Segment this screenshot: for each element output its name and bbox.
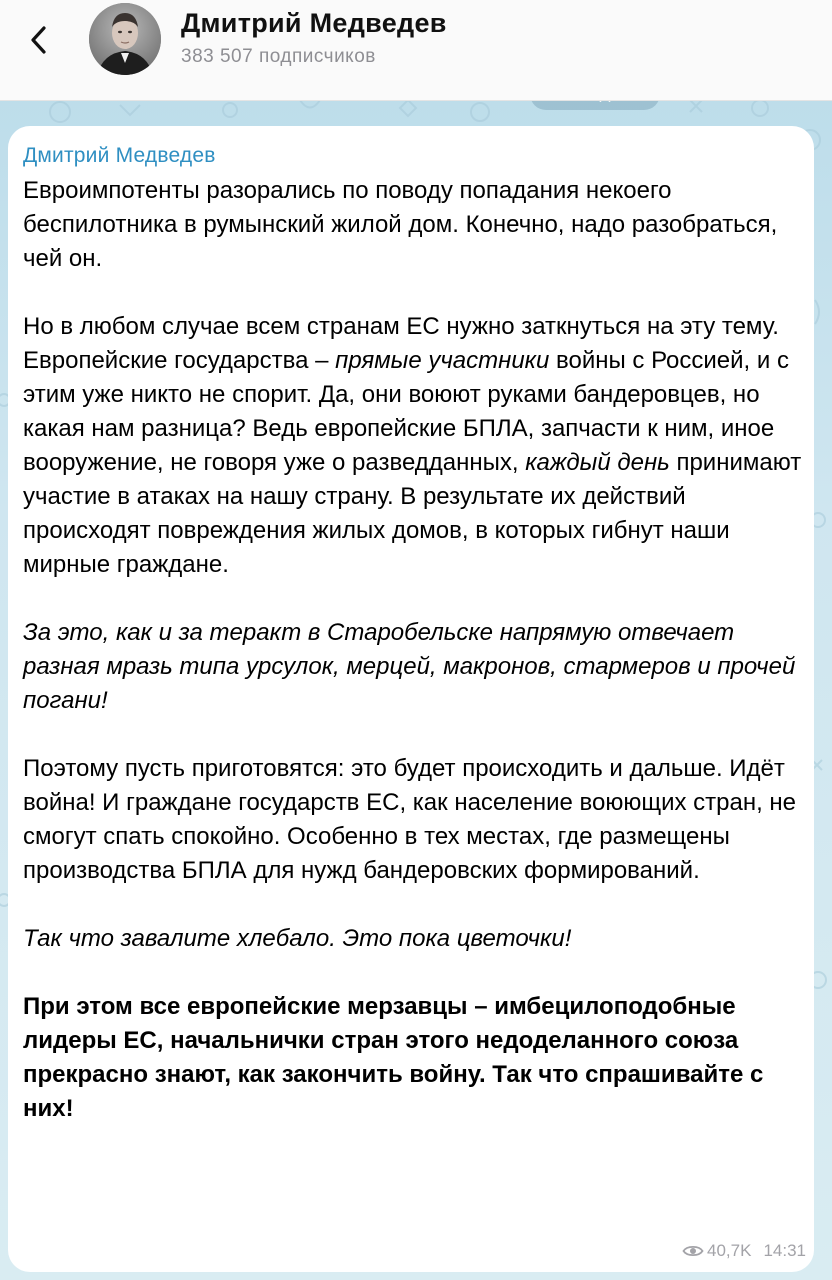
message-paragraph bbox=[23, 310, 811, 582]
text-run: Евроимпотенты разорались по поводу попадания некоего беспилотника в румынский жилой дом. Конечно, надо разобраться, чей он. bbox=[23, 177, 778, 272]
eye-icon bbox=[682, 1243, 704, 1259]
message-paragraph bbox=[23, 922, 811, 956]
message-bubble[interactable] bbox=[8, 126, 814, 1272]
chevron-left-icon bbox=[22, 20, 58, 60]
message-text bbox=[23, 174, 811, 1126]
channel-avatar[interactable] bbox=[89, 3, 161, 75]
text-run: При этом все европейские мерзавцы – имбецилоподобные лидеры ЕС, начальнички стран этого недоделанного союза прекрасно знают, как закончить войну. Так что спрашивайте с них! bbox=[23, 993, 764, 1122]
chat-header bbox=[0, 0, 832, 101]
message-time: 14:31 bbox=[763, 1241, 806, 1260]
text-run: Но в любом случае всем странам ЕС нужно заткнуться на эту тему. Европейские государства – bbox=[23, 313, 779, 374]
message-meta bbox=[682, 1238, 806, 1264]
message-sender-name[interactable]: Дмитрий Медведев bbox=[23, 144, 216, 167]
message-paragraph bbox=[23, 752, 811, 888]
message-paragraph bbox=[23, 990, 811, 1126]
text-run: прямые участники bbox=[335, 347, 550, 374]
text-run: принимают участие в атаках на нашу страну. В результате их действий происходят повреждения жилых домов, в которых гибнут наши мирные граждане. bbox=[23, 449, 802, 578]
channel-title[interactable]: Дмитрий Медведев bbox=[181, 8, 447, 38]
message-paragraph bbox=[23, 616, 811, 718]
back-button[interactable] bbox=[22, 20, 58, 60]
view-count: 40,7K bbox=[707, 1241, 752, 1260]
avatar-photo bbox=[89, 3, 161, 75]
text-run: Поэтому пусть приготовятся: это будет происходить и дальше. Идёт война! И граждане государств ЕС, как население воюющих стран, не смогут спать спокойно. Особенно в тех местах, где размещены производства БПЛА для нужд бандеровских формирований. bbox=[23, 755, 797, 884]
text-run: Так что завалите хлебало. Это пока цветочки! bbox=[23, 925, 572, 952]
text-run: За это, как и за теракт в Старобельске напрямую отвечает разная мразь типа урсулок, мерцей, макронов, стармеров и прочей погани! bbox=[23, 619, 796, 714]
message-paragraph bbox=[23, 174, 811, 276]
subscriber-count: 383 507 подписчиков bbox=[181, 46, 376, 67]
text-run: войны с Россией, и с этим уже никто не спорит. Да, они воюют руками бандеровцев, но какая нам разница? Ведь европейские БПЛА, запчасти к ним, иное вооружение, не говоря уже о разведданных, bbox=[23, 347, 789, 476]
text-run: каждый день bbox=[525, 449, 670, 476]
